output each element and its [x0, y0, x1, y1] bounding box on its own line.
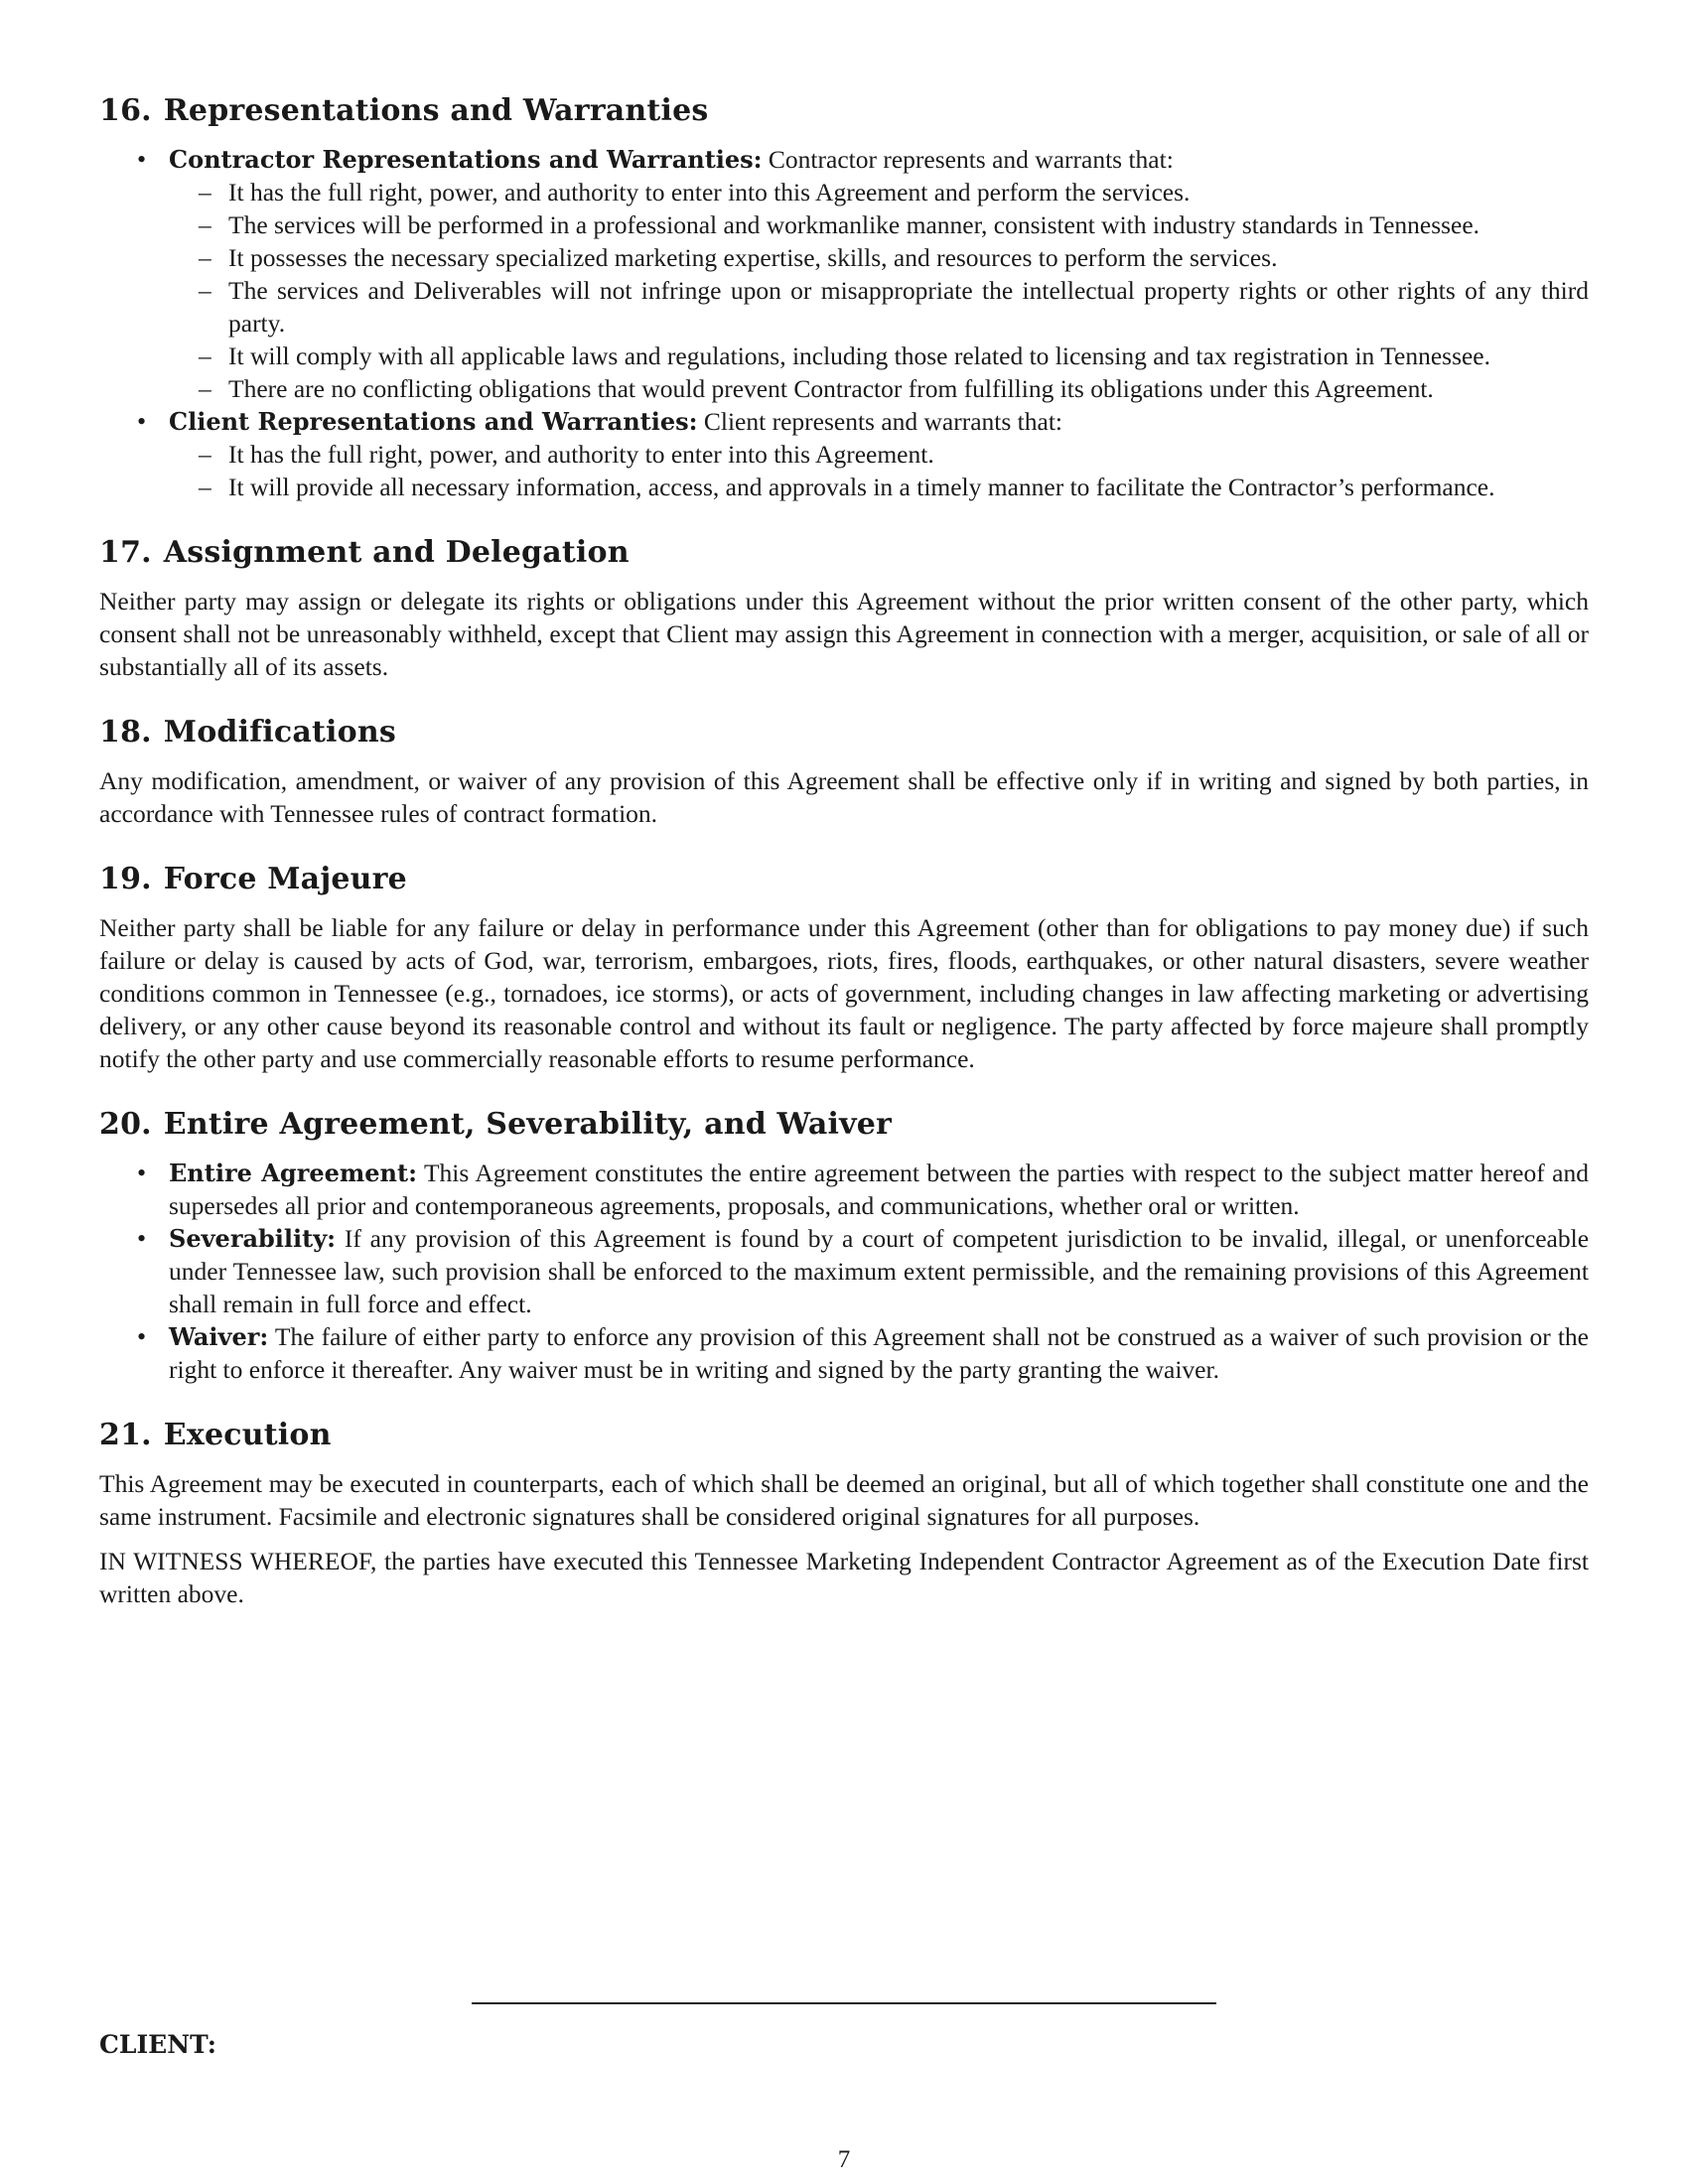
section-number: 20. — [99, 1107, 152, 1142]
section-number: 16. — [99, 93, 152, 128]
section-heading — [99, 1105, 1589, 1145]
contractor-warranties — [99, 143, 1589, 405]
contractor-warranty-items — [169, 176, 1589, 405]
warranty-list — [99, 143, 1589, 503]
section-number: 21. — [99, 1418, 152, 1452]
section-title: Representations and Warranties — [163, 93, 709, 128]
client-warranties — [99, 405, 1589, 503]
entire-agreement-clause — [99, 1157, 1589, 1222]
section-title: Entire Agreement, Severability, and Waiver — [163, 1107, 892, 1142]
section-heading — [99, 860, 1589, 899]
clause-label: Severability: — [169, 1224, 337, 1253]
contractor-warranties-intro: Contractor represents and warrants that: — [768, 145, 1174, 174]
section-title: Execution — [163, 1418, 332, 1452]
section-21 — [99, 1416, 1589, 1610]
section-17 — [99, 533, 1589, 683]
signature-line — [472, 2002, 1216, 2004]
section-number: 17. — [99, 535, 152, 570]
list-item: – It will provide all necessary information, access, and approvals in a timely manner to facilitate the Contractor’s performance. — [169, 471, 1589, 503]
list-item: – It will comply with all applicable laws and regulations, including those related to licensing and tax registration in Tennessee. — [169, 340, 1589, 372]
section-number: 19. — [99, 862, 152, 896]
section-body: Neither party may assign or delegate its rights or obligations under this Agreement without the prior written consent of the other party, which consent shall not be unreasonably withheld, except that Client may assign this Agreement in connection with a merger, acquisition, or sale of all or substantially all of its assets. — [99, 587, 1589, 681]
clause-text: If any provision of this Agreement is found by a court of competent jurisdiction to be invalid, illegal, or unenforceable under Tennessee law, such provision shall be enforced to the maximum extent permissible, and the remaining provisions of this Agreement shall remain in full force and effect. — [169, 1224, 1590, 1318]
client-warranties-label: Client Representations and Warranties: — [169, 407, 698, 436]
clause-text: This Agreement constitutes the entire agreement between the parties with respect to the subject matter hereof and supersedes all prior and contemporaneous agreements, proposals, and communications, whether oral or written. — [169, 1159, 1589, 1220]
client-signature-label: CLIENT: — [99, 2030, 217, 2059]
severability-clause — [99, 1222, 1589, 1320]
page-content — [99, 91, 1589, 1640]
waiver-clause — [99, 1320, 1589, 1386]
clause-label: Waiver: — [169, 1322, 269, 1351]
section-number: 18. — [99, 715, 152, 750]
section-body: Any modification, amendment, or waiver of any provision of this Agreement shall be effective only if in writing and signed by both parties, in accordance with Tennessee rules of contract formation. — [99, 766, 1589, 828]
section-heading — [99, 713, 1589, 752]
clause-text: The failure of either party to enforce any provision of this Agreement shall not be construed as a waiver of such provision or the right to enforce it thereafter. Any waiver must be in writing and signed by the party granting the waiver. — [169, 1322, 1589, 1384]
section-heading — [99, 1416, 1589, 1455]
section-heading — [99, 533, 1589, 573]
clause-label: Entire Agreement: — [169, 1159, 417, 1187]
client-warranties-intro: Client represents and warrants that: — [703, 407, 1063, 436]
list-item: – It has the full right, power, and authority to enter into this Agreement and perform the services. — [169, 176, 1589, 208]
section-title: Force Majeure — [163, 862, 407, 896]
section-19 — [99, 860, 1589, 1075]
list-item: – The services will be performed in a professional and workmanlike manner, consistent with industry standards in Tennessee. — [169, 208, 1589, 241]
witness-statement: IN WITNESS WHEREOF, the parties have executed this Tennessee Marketing Independent Contractor Agreement as of the Execution Date first written above. — [99, 1547, 1589, 1608]
section-20 — [99, 1105, 1589, 1386]
clause-list — [99, 1157, 1589, 1386]
contractor-warranties-label: Contractor Representations and Warranties: — [169, 145, 763, 174]
section-title: Modifications — [163, 715, 396, 750]
section-heading — [99, 91, 1589, 131]
list-item: – There are no conflicting obligations that would prevent Contractor from fulfilling its obligations under this Agreement. — [169, 372, 1589, 405]
list-item: – The services and Deliverables will not infringe upon or misappropriate the intellectual property rights or other rights of any third party. — [169, 274, 1589, 340]
list-item: – It possesses the necessary specialized marketing expertise, skills, and resources to perform the services. — [169, 241, 1589, 274]
list-item: – It has the full right, power, and authority to enter into this Agreement. — [169, 438, 1589, 471]
client-warranty-items — [169, 438, 1589, 503]
section-16 — [99, 91, 1589, 503]
section-body: This Agreement may be executed in counterparts, each of which shall be deemed an original, but all of which together shall constitute one and the same instrument. Facsimile and electronic signatures shall be considered original signatures for all purposes. — [99, 1469, 1589, 1531]
section-body: Neither party shall be liable for any failure or delay in performance under this Agreement (other than for obligations to pay money due) if such failure or delay is caused by acts of God, war, terrorism, embargoes, riots, fires, floods, earthquakes, or other natural disasters, severe weather conditions common in Tennessee (e.g., tornadoes, ice storms), or acts of government, including changes in law affecting marketing or advertising delivery, or any other cause beyond its reasonable control and without its fault or negligence. The party affected by force majeure shall promptly notify the other party and use commercially reasonable efforts to resume performance. — [99, 913, 1589, 1073]
section-title: Assignment and Delegation — [163, 535, 630, 570]
page-number: 7 — [837, 2146, 851, 2173]
section-18 — [99, 713, 1589, 830]
